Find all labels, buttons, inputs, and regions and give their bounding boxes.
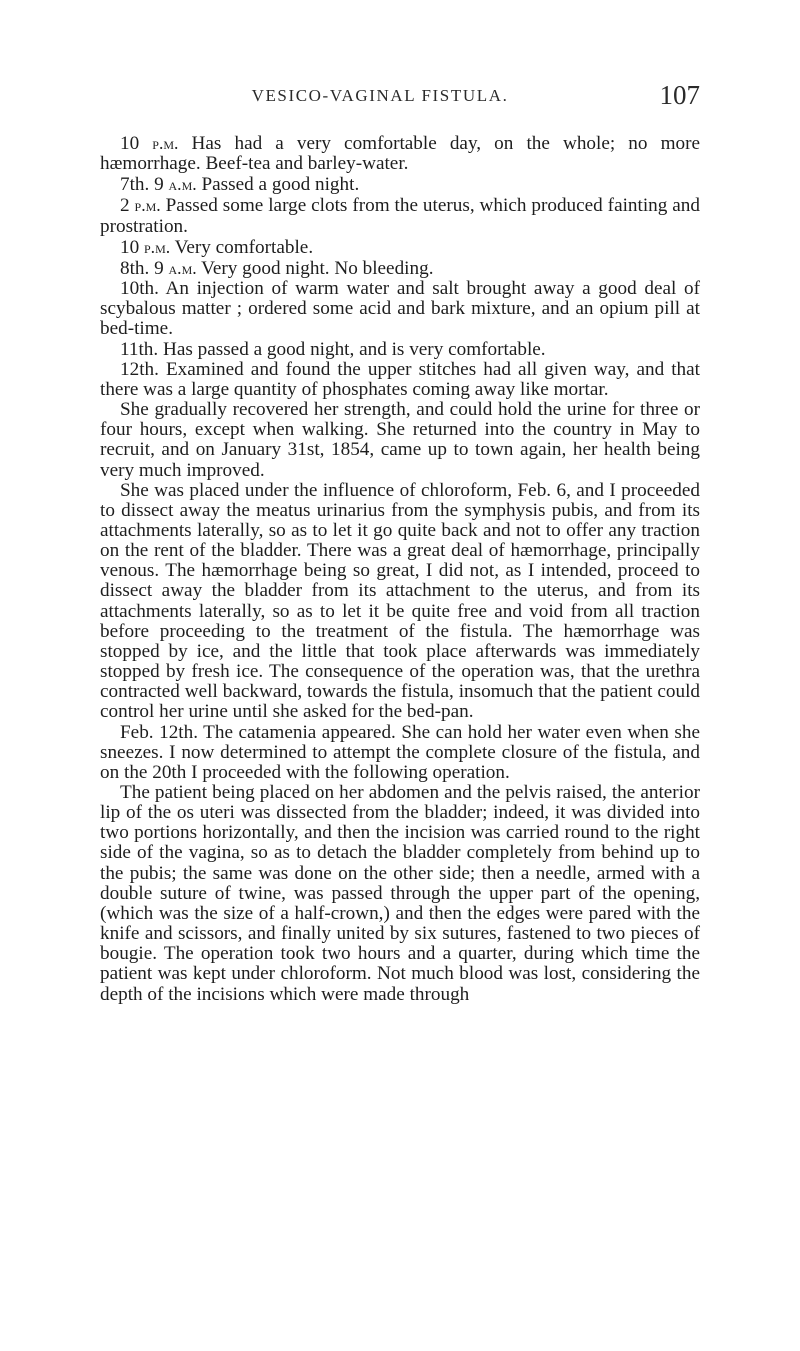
time-abbrev: p.m.	[134, 195, 161, 216]
paragraph: 10 p.m. Very comfortable.	[120, 236, 314, 258]
paragraph: 10 p.m. Has had a very comfortable day, on the whole; no more hæmorrhage. Beef-tea and barley-water.	[100, 133, 700, 175]
page-number: 107	[659, 80, 700, 110]
paragraph: She was placed under the influence of chloroform, Feb. 6, and I proceeded to dissect away the meatus urinarius from the symphysis pubis, and from its attachments laterally, so as to let it go quite back and not to offer any traction on the rent of the bladder. There was a great deal of hæmorrhage, principally venous. The hæmorrhage being so great, I did not, as I intended, proceed to dissect away the bladder from its attachment to the uterus, and from its attachments laterally, so as to let it be quite free and void from all traction before proceeding to the treatment of the fistula. The hæmorrhage was stopped by ice, and the little that took place afterwards was immediately stopped by fresh ice. The consequence of the operation was, that the urethra contracted well backward, towards the fistula, insomuch that the patient could control her urine until she asked for the bed-pan.	[100, 479, 700, 723]
time-abbrev: p.m.	[143, 236, 171, 257]
paragraph: 12th. Examined and found the upper stitches had all given way, and that there was a large quantity of phosphates coming away like mortar.	[100, 358, 700, 400]
body-text	[100, 133, 700, 1005]
time-abbrev: p.m.	[152, 133, 179, 153]
page-header	[60, 80, 700, 110]
paragraph: The patient being placed on her abdomen and the pelvis raised, the anterior lip of the os uteri was dissected from the bladder; indeed, it was divided into two portions horizontally, and then the incision was carried round to the right side of the vagina, so as to detach the bladder completely from behind up to the pubis; the same was done on the other side; then a needle, armed with a double suture of twine, was passed through the upper part of the opening, (which was the size of a half-crown,) and then the edges were pared with the knife and scissors, and finally united by six sutures, fastened to two pieces of bougie. The operation took two hours and a quarter, during which time the patient was kept under chloroform. Not much blood was lost, considering the depth of the incisions which were made through	[100, 782, 700, 1005]
paragraph: She gradually recovered her strength, and could hold the urine for three or four hours, except when walking. She returned into the country in May to recruit, and on January 31st, 1854, came up to town again, her health being very much improved.	[100, 399, 700, 481]
paragraph: 7th. 9 a.m. Passed a good night.	[120, 174, 360, 196]
paragraph: 2 p.m. Passed some large clots from the uterus, which produced fainting and prostration.	[100, 195, 700, 237]
time-abbrev: a.m.	[168, 257, 197, 278]
paragraph: 11th. Has passed a good night, and is very comfortable.	[120, 338, 546, 360]
paragraph: Feb. 12th. The catamenia appeared. She can hold her water even when she sneezes. I now determined to attempt the complete closure of the fistula, and on the 20th I proceeded with the following operation.	[100, 721, 700, 783]
time-abbrev: a.m.	[168, 174, 197, 195]
paragraph: 10th. An injection of warm water and salt brought away a good deal of scybalous matter ; ordered some acid and bark mixture, and an opium pill at bed-time.	[100, 278, 700, 340]
running-title: VESICO-VAGINAL FISTULA.	[251, 86, 509, 105]
paragraph: 8th. 9 a.m. Very good night. No bleeding.	[120, 257, 434, 279]
